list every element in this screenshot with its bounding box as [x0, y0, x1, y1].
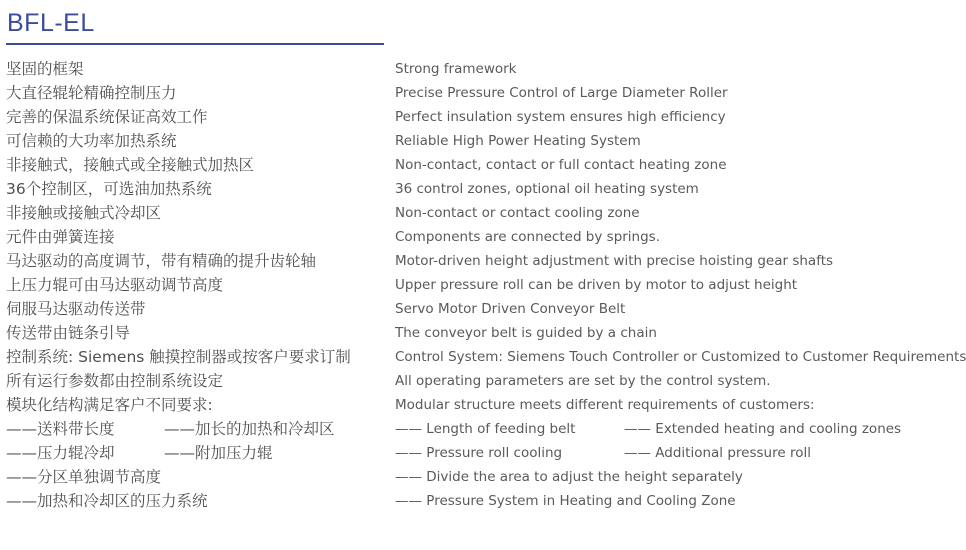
- feature-en-10: Upper pressure roll can be driven by motor to adjust height: [395, 277, 798, 293]
- option-cn-extended-zones: ——加长的加热和冷却区: [164, 420, 335, 438]
- feature-cn-1: 坚固的框架: [6, 60, 84, 78]
- option-cn-zone-height: ——分区单独调节高度: [6, 468, 162, 486]
- feature-cn-8: 元件由弹簧连接: [6, 228, 115, 246]
- feature-cn-4: 可信赖的大功率加热系统: [6, 132, 177, 150]
- feature-cn-15: 模块化结构满足客户不同要求:: [6, 396, 213, 414]
- option-en-pressure-system: —— Pressure System in Heating and Cooling Zone: [395, 493, 736, 509]
- feature-en-6: 36 control zones, optional oil heating system: [395, 181, 699, 197]
- feature-cn-7: 非接触或接触式冷却区: [6, 204, 162, 222]
- feature-en-11: Servo Motor Driven Conveyor Belt: [395, 301, 626, 317]
- feature-en-13: Control System: Siemens Touch Controller or Customized to Customer Requirements: [395, 349, 966, 365]
- feature-cn-13: 控制系统: Siemens 触摸控制器或按客户要求订制: [6, 348, 351, 366]
- option-row-en-1: [395, 417, 960, 441]
- feature-en-5: Non-contact, contact or full contact heating zone: [395, 157, 727, 173]
- feature-en-14: All operating parameters are set by the control system.: [395, 373, 771, 389]
- option-en-roll-cooling: —— Pressure roll cooling: [395, 445, 563, 461]
- feature-cn-3: 完善的保温系统保证高效工作: [6, 108, 208, 126]
- option-row-cn-2: [6, 441, 386, 465]
- feature-cn-5: 非接触式，接触式或全接触式加热区: [6, 156, 255, 174]
- feature-en-12: The conveyor belt is guided by a chain: [395, 325, 657, 341]
- option-row-en-2: [395, 441, 960, 465]
- feature-en-8: Components are connected by springs.: [395, 229, 661, 245]
- feature-en-3: Perfect insulation system ensures high efficiency: [395, 109, 726, 125]
- feature-en-4: Reliable High Power Heating System: [395, 133, 641, 149]
- feature-en-9: Motor-driven height adjustment with precise hoisting gear shafts: [395, 253, 834, 269]
- features-list-cn: [6, 57, 386, 513]
- feature-cn-14: 所有运行参数都由控制系统设定: [6, 372, 224, 390]
- option-en-additional-roll: —— Additional pressure roll: [624, 445, 811, 461]
- feature-cn-12: 传送带由链条引导: [6, 324, 131, 342]
- option-row-cn-1: [6, 417, 386, 441]
- feature-en-1: Strong framework: [395, 61, 517, 77]
- option-cn-pressure-system: ——加热和冷却区的压力系统: [6, 492, 208, 510]
- feature-cn-2: 大直径辊轮精确控制压力: [6, 84, 177, 102]
- features-list-en: [395, 57, 966, 513]
- feature-en-15: Modular structure meets different requirements of customers:: [395, 397, 815, 413]
- option-cn-feeding-belt-length: ——送料带长度: [6, 420, 115, 438]
- feature-cn-9: 马达驱动的高度调节，带有精确的提升齿轮轴: [6, 252, 317, 270]
- title-underline: [6, 43, 384, 45]
- feature-en-2: Precise Pressure Control of Large Diameter Roller: [395, 85, 728, 101]
- option-en-zone-height: —— Divide the area to adjust the height separately: [395, 469, 743, 485]
- option-en-feeding-belt-length: —— Length of feeding belt: [395, 421, 576, 437]
- page-title: BFL-EL: [7, 9, 95, 37]
- feature-cn-11: 伺服马达驱动传送带: [6, 300, 146, 318]
- option-cn-additional-roll: ——附加压力辊: [164, 444, 273, 462]
- feature-en-7: Non-contact or contact cooling zone: [395, 205, 640, 221]
- feature-cn-10: 上压力辊可由马达驱动调节高度: [6, 276, 224, 294]
- option-en-extended-zones: —— Extended heating and cooling zones: [624, 421, 902, 437]
- option-cn-roll-cooling: ——压力辊冷却: [6, 444, 115, 462]
- feature-cn-6: 36个控制区，可选油加热系统: [6, 180, 212, 198]
